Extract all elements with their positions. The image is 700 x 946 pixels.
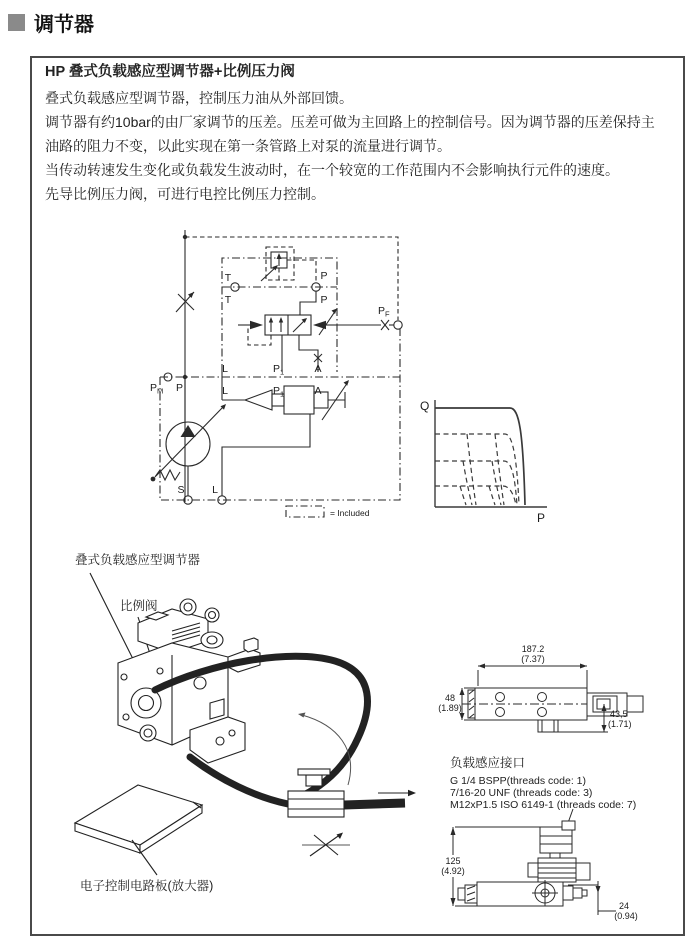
dim-24: 24 xyxy=(618,901,630,911)
port-info-line-1: G 1/4 BSPP(threads code: 1) xyxy=(450,775,586,787)
port-info-line-3: M12xP1.5 ISO 6149-1 (threads code: 7) xyxy=(450,799,637,811)
dimension-drawing-top xyxy=(438,638,690,738)
paragraph-1: 叠式负载感应型调节器，控制压力油从外部回馈。 xyxy=(45,90,353,106)
dim-width: 187.2 xyxy=(521,644,545,654)
dim-right-in: (1.71) xyxy=(608,719,632,729)
port-label-pm: $P_M$ xyxy=(150,382,164,396)
chart-y-label: Q xyxy=(420,399,430,413)
port-info-title: 负载感应接口 xyxy=(450,756,526,770)
included-legend: = Included xyxy=(330,508,370,518)
product-title: HP 叠式负载感应型调节器+比例压力阀 xyxy=(45,64,295,80)
label-prop-valve: 比例阀 xyxy=(120,599,158,613)
dim-24-in: (0.94) xyxy=(614,911,638,921)
dim-height: 48 xyxy=(444,693,456,703)
port-label-l-top: L xyxy=(222,363,228,375)
dim-125: 125 xyxy=(445,856,461,866)
port-label-a-bot: A xyxy=(314,385,322,397)
chart-x-label: P xyxy=(537,511,546,525)
dimension-drawing-bottom xyxy=(438,823,700,943)
port-label-t-top: T xyxy=(224,272,232,284)
label-amplifier-board: 电子控制电路板(放大器) xyxy=(80,879,214,893)
port-label-p1-top: $P_1$ xyxy=(273,363,285,377)
section-header xyxy=(8,8,94,37)
paragraph-3: 当传动转速发生变化或负载发生波动时，在一个较宽的工作范围内不会影响执行元件的速度。 xyxy=(45,162,619,178)
port-label-a-top: A xyxy=(314,363,322,375)
dim-width-in: (7.37) xyxy=(521,654,545,664)
cable-out xyxy=(344,803,405,805)
hydraulic-circuit-diagram xyxy=(140,222,430,522)
load-sensing-port-info xyxy=(450,753,680,811)
port-label-t-bot: T xyxy=(224,294,232,306)
port-label-p-left: P xyxy=(176,382,184,394)
dim-right: 43,5 xyxy=(610,709,628,719)
port-label-l-bot: L xyxy=(222,385,228,397)
port-label-l-bottom: L xyxy=(212,484,218,496)
port-label-p-bot: P xyxy=(320,294,328,306)
paragraph-4: 先导比例压力阀，可进行电控比例压力控制。 xyxy=(45,186,325,202)
dim-125-in: (4.92) xyxy=(441,866,465,876)
port-label-p1-bot: $P_1$ xyxy=(273,385,285,399)
port-info-line-2: 7/16-20 UNF (threads code: 3) xyxy=(450,787,593,799)
port-label-p-top: P xyxy=(320,270,328,282)
qp-characteristic-chart xyxy=(415,388,555,526)
dim-height-in: (1.89) xyxy=(438,703,462,713)
section-marker-icon xyxy=(8,14,25,31)
section-title: 调节器 xyxy=(34,14,94,36)
port-label-pf: $P_F$ xyxy=(378,305,390,319)
description-text xyxy=(45,60,660,206)
label-regulator: 叠式负载感应型调节器 xyxy=(75,553,201,567)
paragraph-2: 调节器有约10bar的由厂家调节的压差。压差可做为主回路上的控制信号。因为调节器的压差保持主油路的阻力不变，以此实现在第一条管路上对泵的流量进行调节。 xyxy=(45,114,655,154)
port-label-s: S xyxy=(177,484,185,496)
cable-lower xyxy=(190,757,288,804)
